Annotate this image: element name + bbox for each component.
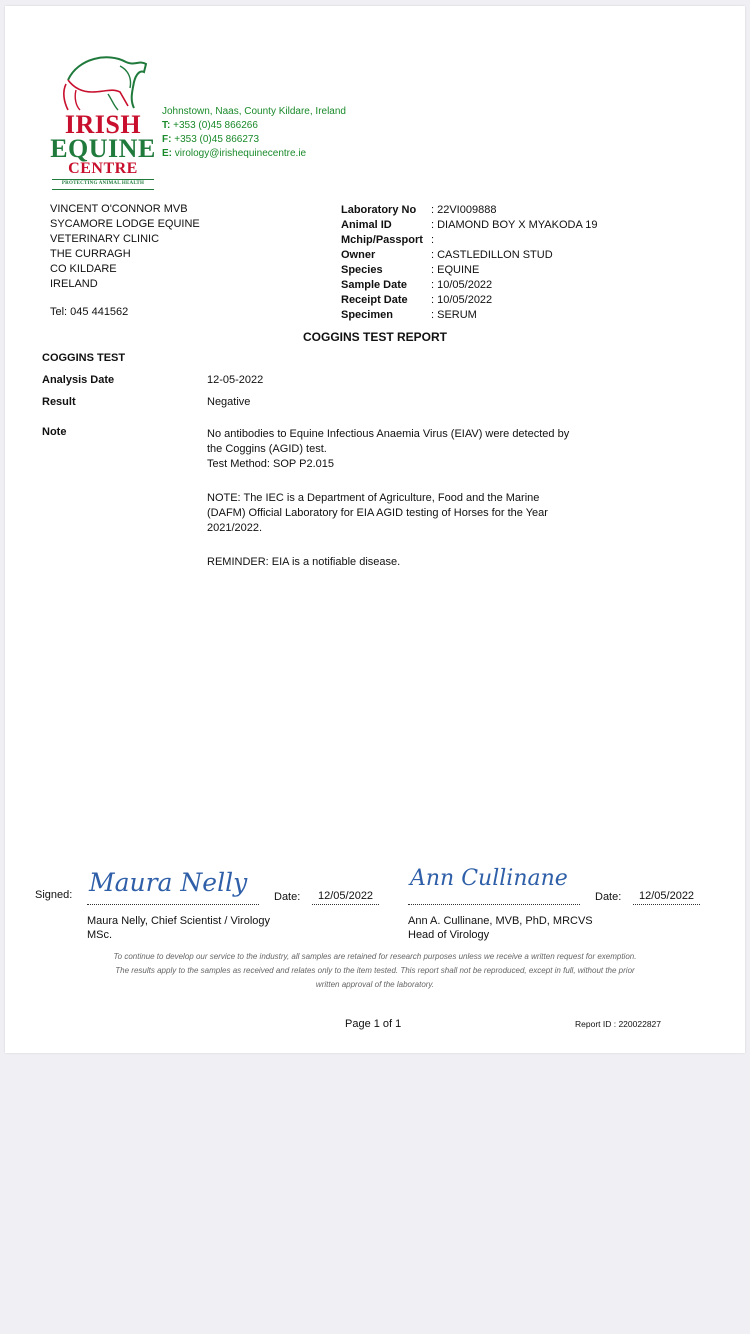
- address-line: Johnstown, Naas, County Kildare, Ireland: [162, 106, 346, 117]
- result-label: Result: [42, 396, 76, 408]
- fax-label: F:: [162, 134, 172, 145]
- result-value: Negative: [207, 396, 251, 408]
- email-label: E:: [162, 148, 172, 159]
- note-line: Test Method: SOP P2.015: [207, 458, 334, 470]
- lab-info-label: Laboratory No: [341, 204, 417, 216]
- disclaimer-line: written approval of the laboratory.: [315, 980, 435, 989]
- horse-logo-icon: [48, 48, 158, 118]
- lab-info-label: Species: [341, 264, 383, 276]
- recipient-line: SYCAMORE LODGE EQUINE: [50, 218, 200, 230]
- signer-2-title: Head of Virology: [408, 929, 490, 941]
- lab-info-value: : SERUM: [431, 309, 477, 321]
- irish-equine-centre-logo: [48, 48, 158, 196]
- lab-info-label: Owner: [341, 249, 376, 261]
- recipient-line: CO KILDARE: [50, 263, 117, 275]
- report-title: COGGINS TEST REPORT: [302, 330, 447, 344]
- contact-block: [162, 105, 346, 161]
- tel-label: T:: [162, 120, 171, 131]
- recipient-address: [50, 202, 200, 292]
- note-line: 2021/2022.: [207, 522, 263, 534]
- disclaimer-line: To continue to develop our service to the industry, all samples are retained for research purposes unless we receive a written request for exemption.: [113, 952, 637, 961]
- note-line: REMINDER: EIA is a notifiable disease.: [207, 556, 401, 568]
- logo-word-irish: IRISH: [64, 110, 142, 139]
- logo-word-centre: CENTRE: [68, 160, 138, 177]
- note-line: the Coggins (AGID) test.: [207, 443, 327, 455]
- date-value-1: 12/05/2022: [312, 890, 379, 905]
- note-text: [207, 427, 587, 589]
- signature-2-line: [408, 866, 580, 905]
- note-line: No antibodies to Equine Infectious Anaemia Virus (EIAV) were detected by: [207, 428, 570, 440]
- fax-value: +353 (0)45 866273: [174, 134, 260, 145]
- lab-info-value: : DIAMOND BOY X MYAKODA 19: [431, 219, 598, 231]
- signer-1-name: Maura Nelly, Chief Scientist / Virology: [87, 915, 270, 927]
- date-value-2: 12/05/2022: [633, 890, 700, 905]
- analysis-date-value: 12-05-2022: [207, 374, 264, 386]
- test-heading: COGGINS TEST: [42, 352, 126, 364]
- signer-2-name: Ann A. Cullinane, MVB, PhD, MRCVS: [408, 915, 593, 927]
- note-line: (DAFM) Official Laboratory for EIA AGID testing of Horses for the Year: [207, 507, 548, 519]
- signer-1-title: MSc.: [87, 929, 113, 941]
- signature-2: Ann Cullinane: [410, 866, 568, 891]
- tel-value[interactable]: +353 (0)45 866266: [173, 120, 258, 131]
- lab-info-label: Receipt Date: [341, 294, 408, 306]
- recipient-line: VETERINARY CLINIC: [50, 233, 160, 245]
- signature-1: Maura Nelly: [89, 868, 248, 897]
- recipient-line: THE CURRAGH: [50, 248, 131, 260]
- date-label-1: Date:: [274, 891, 301, 903]
- signed-label: Signed:: [35, 889, 73, 901]
- note-label: Note: [42, 426, 67, 438]
- email-link[interactable]: virology@irishequinecentre.ie: [174, 148, 307, 159]
- lab-info-label: Mchip/Passport: [341, 234, 423, 246]
- disclaimer-line: The results apply to the samples as received and relates only to the item tested. This report shall not be reproduced, except in full, without the prior: [115, 966, 635, 975]
- lab-info-value: : CASTLEDILLON STUD: [431, 249, 553, 261]
- report-page: [5, 6, 745, 1053]
- lab-info-value: : 10/05/2022: [431, 294, 493, 306]
- lab-info-label: Sample Date: [341, 279, 408, 291]
- lab-info-label: Animal ID: [341, 219, 392, 231]
- lab-info-value: : 10/05/2022: [431, 279, 493, 291]
- date-label-2: Date:: [595, 891, 622, 903]
- note-line: NOTE: The IEC is a Department of Agriculture, Food and the Marine: [207, 492, 540, 504]
- signer-1: [87, 914, 270, 942]
- analysis-date-label: Analysis Date: [42, 374, 115, 386]
- lab-info-value: : EQUINE: [431, 264, 480, 276]
- recipient-line: VINCENT O'CONNOR MVB: [50, 203, 188, 215]
- report-id: Report ID : 220022827: [575, 1019, 662, 1029]
- logo-word-equine: EQUINE: [50, 134, 156, 163]
- lab-info-label: Specimen: [341, 309, 393, 321]
- lab-info-table: [341, 203, 597, 323]
- recipient-tel: Tel: 045 441562: [50, 306, 129, 318]
- signature-1-line: [87, 868, 259, 905]
- lab-info-value: :: [431, 234, 435, 246]
- lab-info-value: : 22VI009888: [431, 204, 497, 216]
- signer-2: [408, 914, 593, 942]
- logo-tagline: PROTECTING ANIMAL HEALTH: [61, 181, 145, 186]
- page-number: Page 1 of 1: [345, 1018, 402, 1030]
- disclaimer: [75, 950, 675, 992]
- recipient-line: IRELAND: [50, 278, 98, 290]
